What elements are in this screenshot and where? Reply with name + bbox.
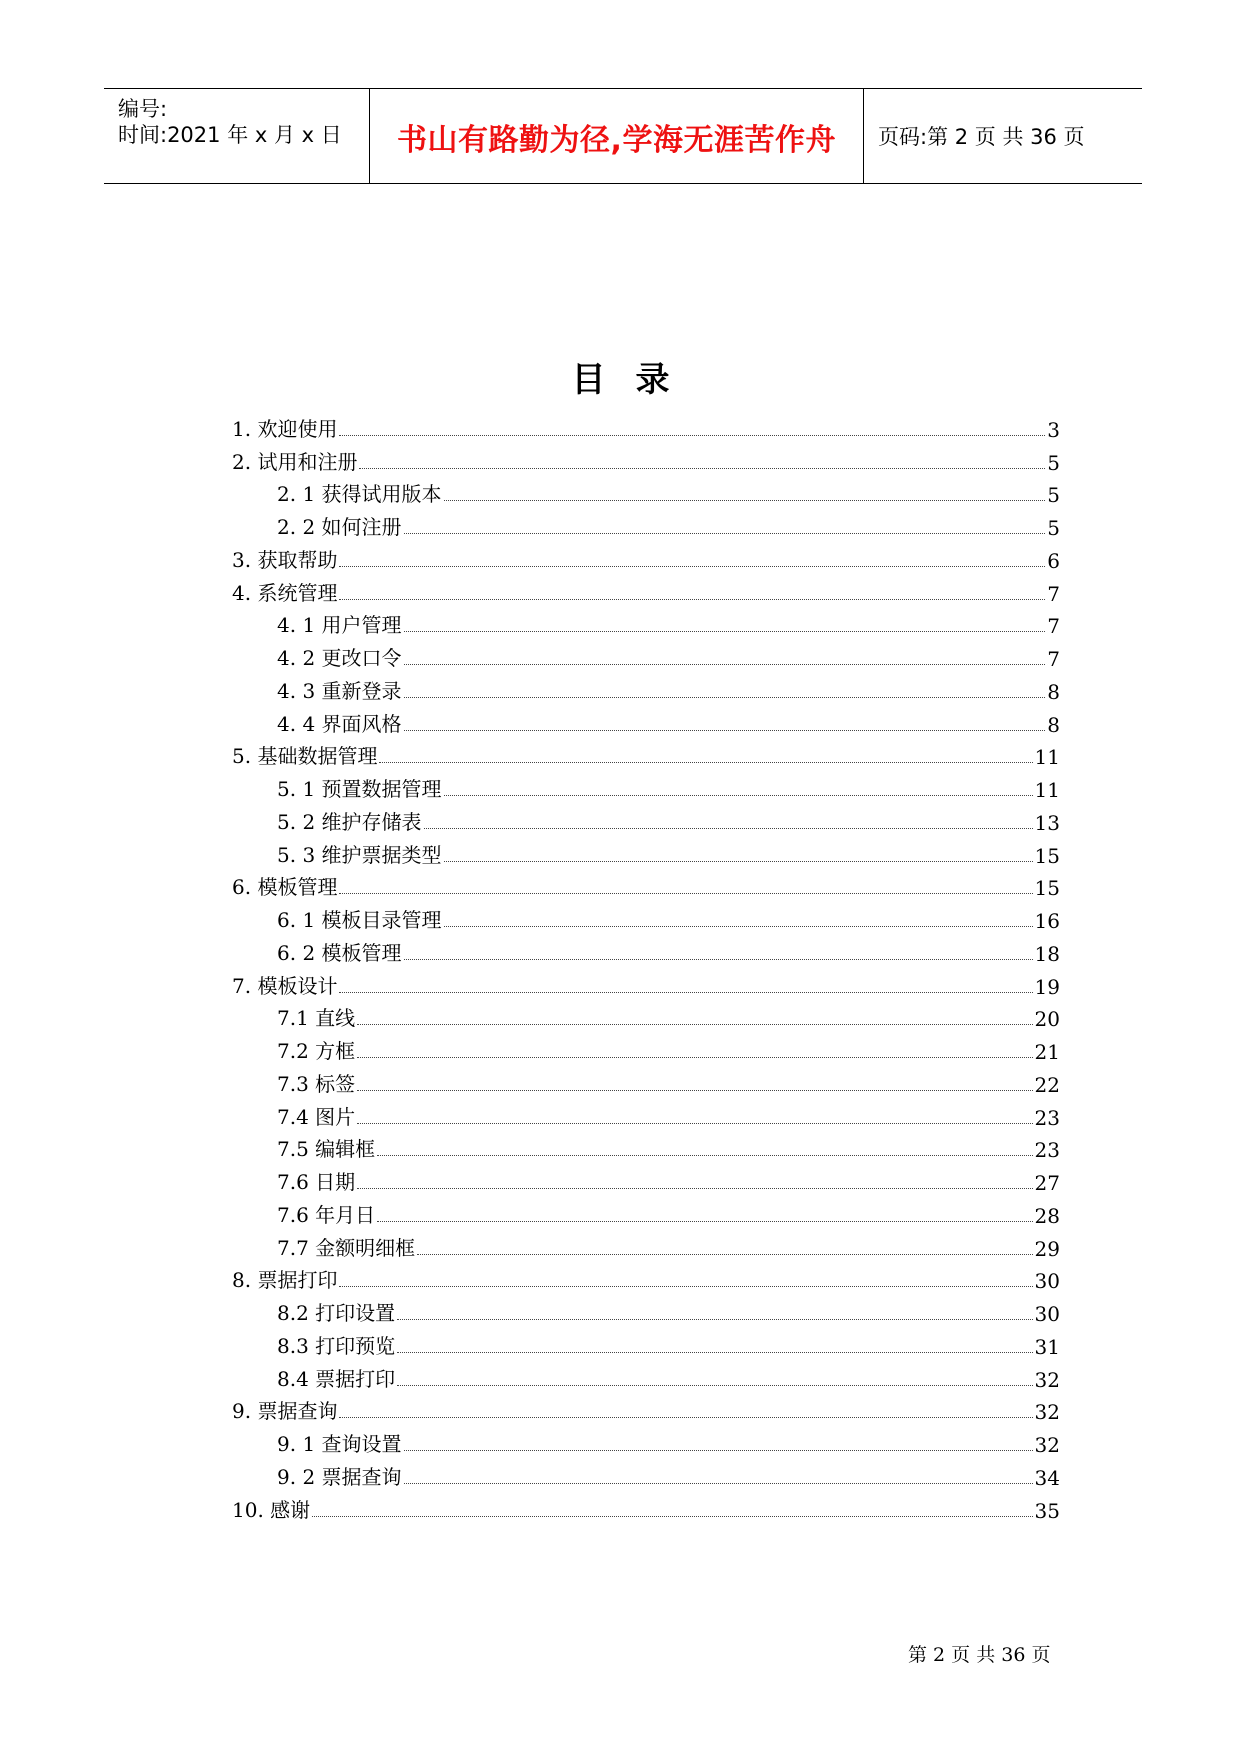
- toc-entry-page-number: 8: [1047, 679, 1060, 704]
- toc-dot-leader: [404, 1482, 1033, 1484]
- toc-dot-leader: [417, 1253, 1032, 1255]
- toc-dot-leader: [357, 1023, 1032, 1025]
- toc-entry-page-number: 7: [1047, 647, 1060, 671]
- toc-entry[interactable]: [232, 540, 1060, 573]
- toc-entry-label: 5. 2 维护存储表: [277, 809, 422, 834]
- toc-entry-label: 7. 模板设计: [232, 973, 338, 998]
- toc-entry-label: 4. 系统管理: [232, 580, 338, 605]
- toc-entry[interactable]: [232, 704, 1060, 737]
- toc-entry-label: 7.7 金额明细框: [277, 1235, 416, 1260]
- toc-entry-page-number: 23: [1034, 1138, 1060, 1163]
- toc-entry[interactable]: [232, 638, 1060, 671]
- toc-entry-label: 5. 3 维护票据类型: [277, 842, 442, 867]
- toc-entry[interactable]: [232, 900, 1060, 933]
- toc-entry-page-number: 34: [1034, 1465, 1060, 1490]
- toc-entry-page-number: 8: [1047, 712, 1060, 737]
- toc-entry-label: 6. 1 模板目录管理: [277, 908, 442, 932]
- toc-dot-leader: [404, 958, 1033, 960]
- toc-entry-page-number: 21: [1034, 1040, 1060, 1064]
- toc-entry-label: 9. 票据查询: [232, 1399, 338, 1424]
- toc-entry-page-number: 30: [1034, 1269, 1060, 1294]
- toc-entry-page-number: 5: [1047, 450, 1060, 475]
- toc-entry-label: 6. 2 模板管理: [277, 940, 402, 965]
- toc-entry-page-number: 23: [1034, 1105, 1060, 1130]
- toc-entry[interactable]: [232, 737, 1060, 770]
- toc-entry-label: 9. 1 查询设置: [277, 1432, 402, 1456]
- toc-entry-page-number: 29: [1034, 1236, 1060, 1261]
- toc-entry-label: 4. 3 重新登录: [277, 678, 402, 703]
- page-header: [104, 88, 1142, 184]
- toc-entry-page-number: 32: [1034, 1400, 1060, 1425]
- header-right-cell: [864, 89, 1142, 183]
- toc-entry[interactable]: [232, 1261, 1060, 1294]
- toc-entry[interactable]: [232, 1195, 1060, 1228]
- toc-entry-label: 7.6 年月日: [277, 1202, 376, 1227]
- toc-dot-leader: [404, 630, 1046, 632]
- toc-dot-leader: [357, 1089, 1032, 1091]
- toc-entry[interactable]: [232, 1359, 1060, 1392]
- toc-entry[interactable]: [232, 1424, 1060, 1457]
- toc-dot-leader: [339, 991, 1032, 993]
- table-of-contents: [232, 409, 1060, 1523]
- toc-entry[interactable]: [232, 1097, 1060, 1130]
- toc-entry-page-number: 13: [1034, 810, 1060, 835]
- toc-entry[interactable]: [232, 1457, 1060, 1490]
- toc-entry-page-number: 28: [1034, 1203, 1060, 1228]
- toc-title: 目录: [571, 360, 700, 400]
- header-motto: 书山有路勤为径,学海无涯苦作舟: [397, 123, 836, 158]
- toc-entry-page-number: 32: [1034, 1433, 1060, 1457]
- toc-dot-leader: [357, 1187, 1032, 1189]
- toc-entry-page-number: 31: [1034, 1334, 1060, 1359]
- toc-entry[interactable]: [232, 1130, 1060, 1163]
- toc-entry[interactable]: [232, 999, 1060, 1032]
- toc-entry-page-number: 11: [1034, 745, 1060, 770]
- toc-entry[interactable]: [232, 966, 1060, 999]
- toc-entry[interactable]: [232, 1326, 1060, 1359]
- toc-dot-leader: [404, 696, 1046, 698]
- document-number-label: 编号:: [118, 97, 168, 121]
- toc-dot-leader: [424, 827, 1033, 829]
- toc-dot-leader: [339, 565, 1045, 567]
- toc-dot-leader: [444, 860, 1033, 862]
- toc-entry[interactable]: [232, 1490, 1060, 1523]
- toc-dot-leader: [404, 532, 1046, 534]
- toc-dot-leader: [404, 1449, 1033, 1451]
- toc-entry[interactable]: [232, 1162, 1060, 1195]
- toc-entry-label: 7.2 方框: [277, 1039, 356, 1063]
- toc-dot-leader: [357, 1056, 1032, 1058]
- toc-entry-page-number: 5: [1047, 516, 1060, 540]
- toc-dot-leader: [397, 1351, 1032, 1353]
- toc-dot-leader: [339, 598, 1045, 600]
- document-time-label: 时间:2021 年 x 月 x 日: [118, 123, 342, 147]
- toc-entry-page-number: 15: [1034, 843, 1060, 868]
- toc-dot-leader: [357, 1122, 1032, 1124]
- toc-entry[interactable]: [232, 868, 1060, 901]
- toc-entry-label: 9. 2 票据查询: [277, 1464, 402, 1489]
- toc-dot-leader: [339, 434, 1045, 436]
- toc-entry-page-number: 22: [1034, 1072, 1060, 1097]
- toc-entry-label: 2. 试用和注册: [232, 449, 358, 474]
- toc-dot-leader: [377, 1220, 1032, 1222]
- toc-entry-page-number: 19: [1034, 974, 1060, 999]
- toc-entry-label: 8.3 打印预览: [277, 1333, 396, 1358]
- toc-entry-label: 8.4 票据打印: [277, 1366, 396, 1391]
- toc-entry-label: 5. 基础数据管理: [232, 744, 378, 769]
- toc-dot-leader: [444, 499, 1046, 501]
- toc-entry-page-number: 15: [1034, 876, 1060, 901]
- toc-entry-label: 6. 模板管理: [232, 875, 338, 900]
- toc-entry[interactable]: [232, 606, 1060, 639]
- toc-entry-label: 3. 获取帮助: [232, 547, 338, 572]
- toc-entry-page-number: 16: [1034, 909, 1060, 933]
- toc-dot-leader: [339, 1285, 1032, 1287]
- toc-entry[interactable]: [232, 442, 1060, 475]
- toc-entry-label: 7.5 编辑框: [277, 1137, 376, 1162]
- toc-entry[interactable]: [232, 1392, 1060, 1425]
- toc-entry[interactable]: [232, 475, 1060, 508]
- toc-entry-label: 2. 1 获得试用版本: [277, 482, 442, 507]
- toc-entry[interactable]: [232, 933, 1060, 966]
- toc-dot-leader: [359, 467, 1045, 469]
- toc-entry[interactable]: [232, 671, 1060, 704]
- header-left-cell: [104, 89, 370, 183]
- toc-entry-label: 4. 4 界面风格: [277, 711, 402, 736]
- toc-dot-leader: [379, 761, 1032, 763]
- toc-dot-leader: [404, 663, 1046, 665]
- toc-entry-label: 4. 2 更改口令: [277, 646, 402, 670]
- toc-dot-leader: [312, 1515, 1032, 1517]
- toc-entry-page-number: 3: [1047, 417, 1060, 442]
- toc-entry-page-number: 18: [1034, 941, 1060, 966]
- toc-entry-page-number: 27: [1034, 1171, 1060, 1195]
- toc-entry-page-number: 6: [1047, 548, 1060, 573]
- toc-entry-page-number: 5: [1047, 483, 1060, 508]
- toc-entry-label: 10. 感谢: [232, 1497, 311, 1522]
- toc-entry-page-number: 7: [1047, 614, 1060, 639]
- toc-entry-label: 8. 票据打印: [232, 1268, 338, 1293]
- toc-entry-label: 2. 2 如何注册: [277, 515, 402, 539]
- toc-dot-leader: [444, 925, 1033, 927]
- toc-dot-leader: [397, 1318, 1032, 1320]
- toc-entry-page-number: 35: [1034, 1498, 1060, 1523]
- page-footer: 第 2 页 共 36 页: [908, 1644, 1051, 1666]
- toc-entry[interactable]: [232, 769, 1060, 802]
- toc-entry[interactable]: [232, 573, 1060, 606]
- toc-entry[interactable]: [232, 802, 1060, 835]
- toc-entry[interactable]: [232, 409, 1060, 442]
- toc-entry[interactable]: [232, 1293, 1060, 1326]
- header-middle-cell: [370, 89, 864, 183]
- toc-entry-page-number: 11: [1034, 778, 1060, 802]
- toc-entry-label: 7.1 直线: [277, 1006, 356, 1031]
- toc-entry-label: 7.4 图片: [277, 1104, 356, 1129]
- toc-entry-label: 7.3 标签: [277, 1071, 356, 1096]
- toc-dot-leader: [377, 1154, 1032, 1156]
- toc-dot-leader: [444, 794, 1033, 796]
- toc-entry[interactable]: [232, 835, 1060, 868]
- toc-entry-label: 5. 1 预置数据管理: [277, 777, 442, 801]
- toc-entry-label: 8.2 打印设置: [277, 1301, 396, 1325]
- toc-dot-leader: [404, 729, 1046, 731]
- header-page-label: 页码:第 2 页 共 36 页: [878, 125, 1085, 149]
- toc-entry-page-number: 30: [1034, 1302, 1060, 1326]
- toc-dot-leader: [339, 1416, 1032, 1418]
- toc-entry-label: 4. 1 用户管理: [277, 613, 402, 638]
- toc-dot-leader: [397, 1384, 1032, 1386]
- toc-entry[interactable]: [232, 507, 1060, 540]
- toc-entry[interactable]: [232, 1031, 1060, 1064]
- toc-entry-page-number: 32: [1034, 1367, 1060, 1392]
- toc-entry-label: 1. 欢迎使用: [232, 416, 338, 441]
- toc-entry-label: 7.6 日期: [277, 1170, 356, 1194]
- toc-dot-leader: [339, 892, 1032, 894]
- toc-entry[interactable]: [232, 1228, 1060, 1261]
- toc-entry-page-number: 20: [1034, 1007, 1060, 1032]
- toc-entry[interactable]: [232, 1064, 1060, 1097]
- toc-entry-page-number: 7: [1047, 581, 1060, 606]
